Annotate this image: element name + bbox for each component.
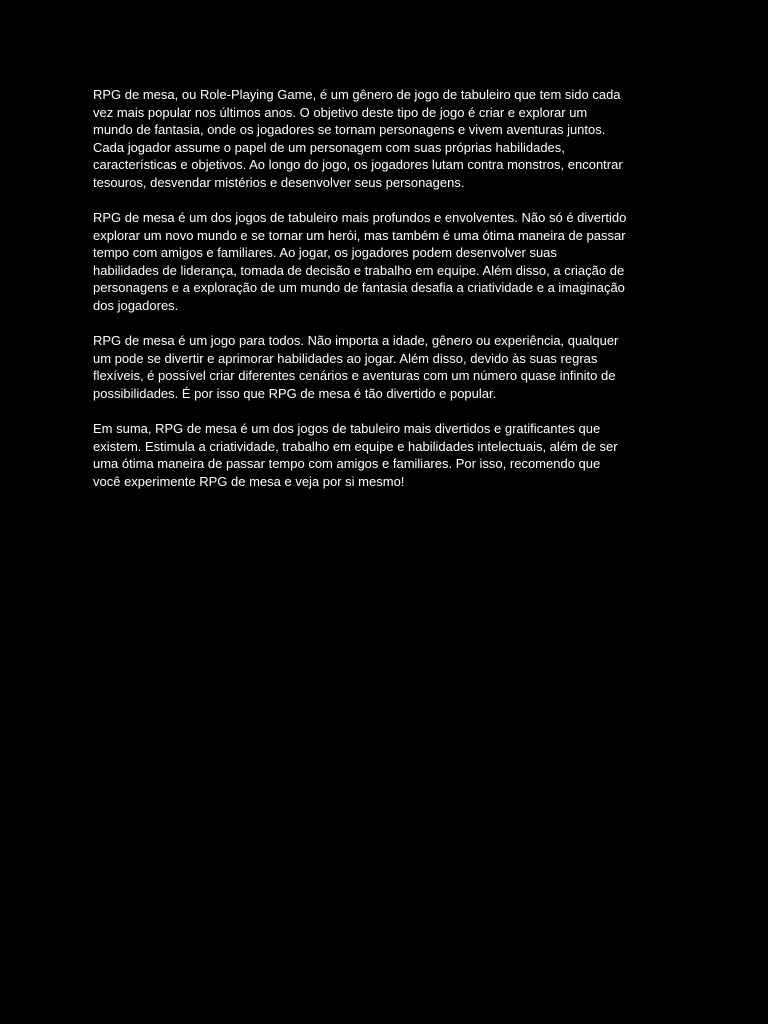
paragraph-benefits: RPG de mesa é um dos jogos de tabuleiro mais profundos e envolventes. Não só é divertido explorar um novo mundo e se tornar um herói, mas também é uma ótima maneira de passar tempo com amigos e familiares. Ao jogar, os jogadores podem desenvolver suas habilidades de liderança, tomada de decisão e trabalho em equipe. Além disso, a criação de personagens e a exploração de um mundo de fantasia desafia a criatividade e a imaginação dos jogadores. [93,210,627,314]
paragraph-for-everyone: RPG de mesa é um jogo para todos. Não importa a idade, gênero ou experiência, qualquer um pode se divertir e aprimorar habilidades ao jogar. Além disso, devido às suas regras flexíveis, é possível criar diferentes cenários e aventuras com um número quase infinito de possibilidades. É por isso que RPG de mesa é tão divertido e popular. [93,333,619,401]
paragraph-intro: RPG de mesa, ou Role-Playing Game, é um gênero de jogo de tabuleiro que tem sido cada vez mais popular nos últimos anos. O objetivo deste tipo de jogo é criar e explorar um mundo de fantasia, onde os jogadores se tornam personagens e vivem aventuras juntos. Cada jogador assume o papel de um personagem com suas próprias habilidades, características e objetivos. Ao longo do jogo, os jogadores lutam contra monstros, encontrar tesouros, desvendar mistérios e desenvolver seus personagens. [93,87,623,190]
paragraph-conclusion: Em suma, RPG de mesa é um dos jogos de tabuleiro mais divertidos e gratificantes que existem. Estimula a criatividade, trabalho em equipe e habilidades intelectuais, além de ser uma ótima maneira de passar tempo com amigos e familiares. Por isso, recomendo que você experimente RPG de mesa e veja por si mesmo! [93,421,618,489]
